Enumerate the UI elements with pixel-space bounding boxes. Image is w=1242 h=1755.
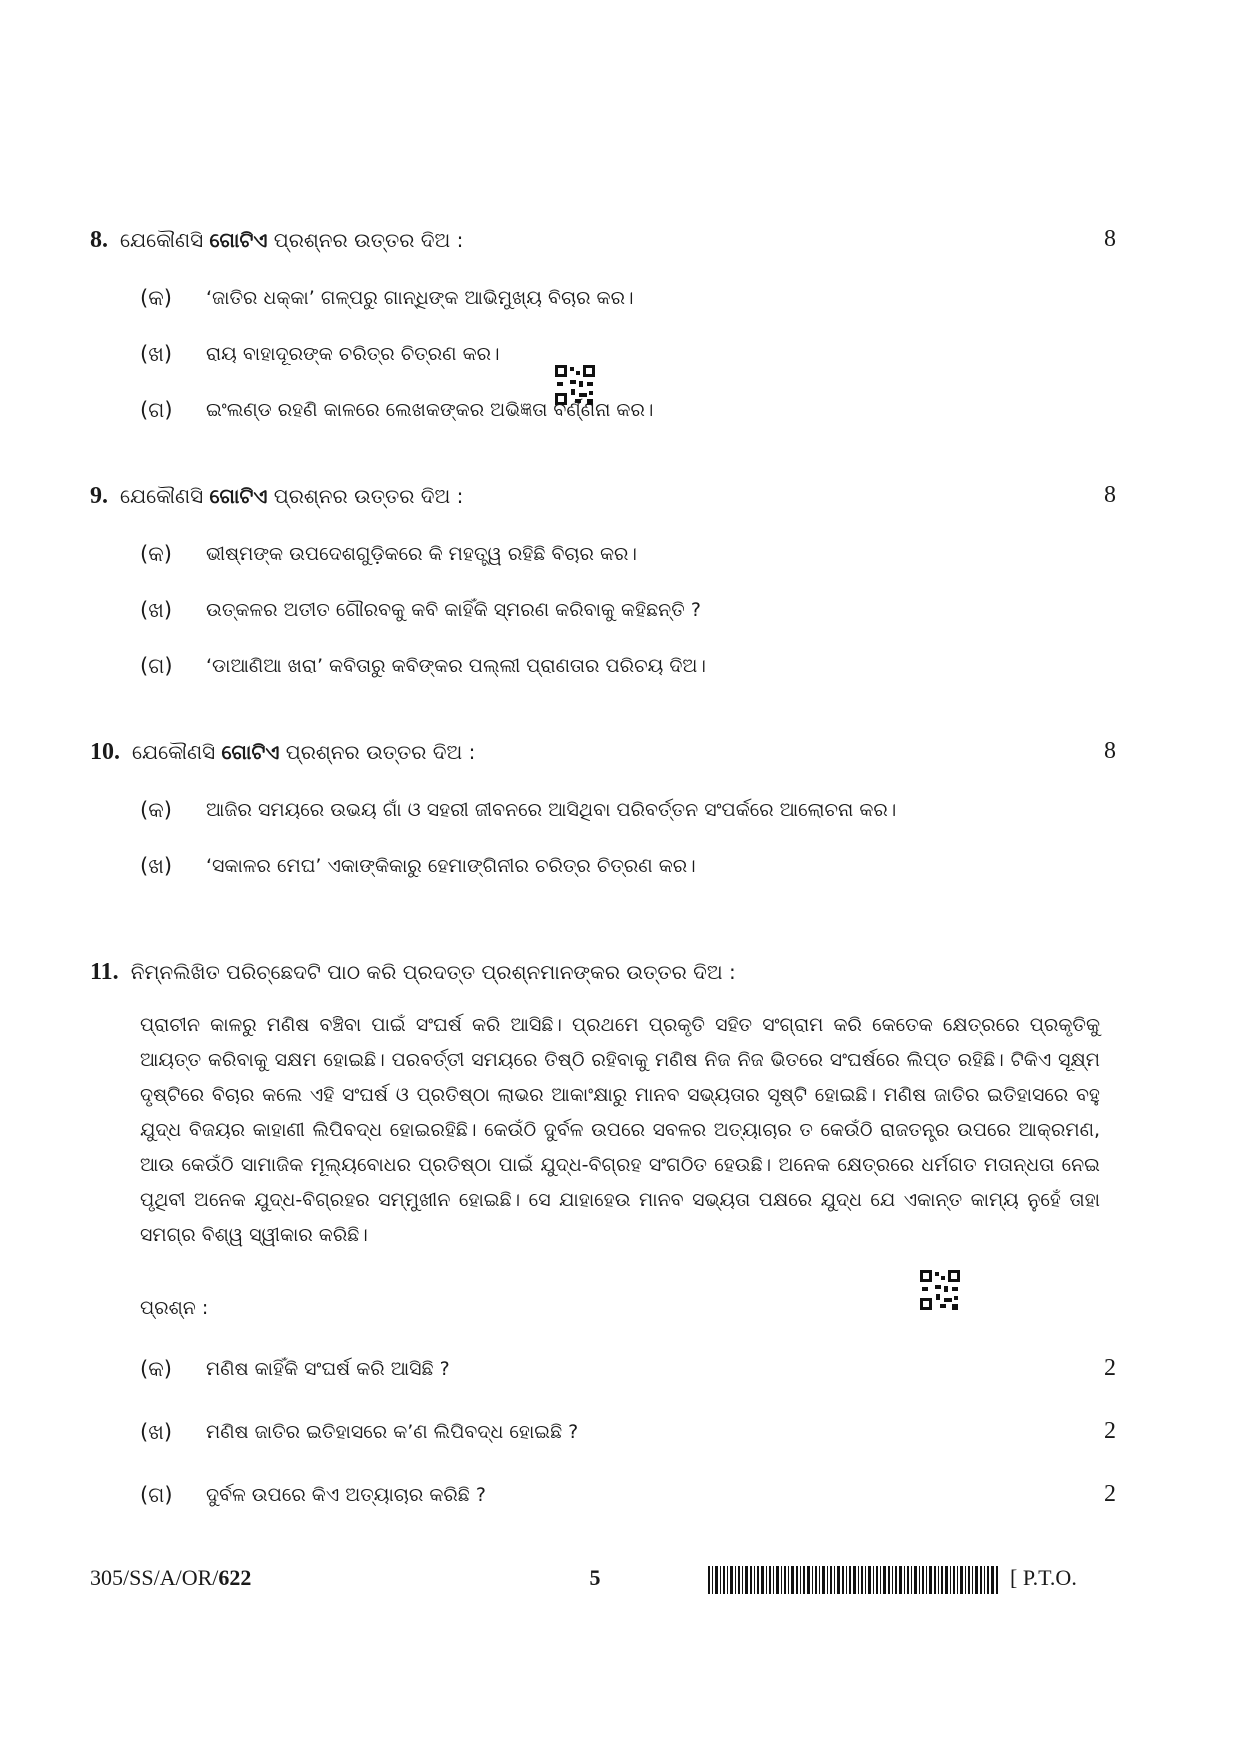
question-8-header: [90, 222, 463, 258]
sub-question: (ଗ) ଦୁର୍ବଳ ଉପରେ କିଏ ଅତ୍ୟାଚାର କରିଛି ?: [140, 1482, 486, 1507]
sub-question: (ଖ) ମଣିଷ ଜାତିର ଇତିହାସରେ କ’ଣ ଲିପିବଦ୍ଧ ହୋଇଛି ?: [140, 1419, 579, 1444]
sub-question: (ଗ) ଇଂଲଣ୍ଡ ରହଣି କାଳରେ ଲେଖକଙ୍କର ଅଭିଜ୍ଞତା ବର୍ଣ୍ଣନା କର।: [140, 397, 654, 422]
qr-code-icon: [920, 1270, 960, 1310]
question-instruction: ନିମ୍ନଲିଖିତ ପରିଚ୍ଛେଦଟି ପାଠ କରି ପ୍ରଦତ୍ତ ପ୍ରଶ୍ନମାନଙ୍କର ଉତ୍ତର ଦିଅ :: [130, 960, 736, 984]
question-number: 8.: [90, 226, 108, 253]
question-number: 10.: [90, 738, 120, 765]
page-number: 5: [589, 1565, 601, 1590]
barcode-icon: [708, 1566, 998, 1594]
question-10-header: [90, 734, 475, 770]
questions-label: ପ୍ରଶ୍ନ :: [140, 1297, 209, 1319]
question-instruction: ଯେକୌଣସି ଗୋଟିଏ ପ୍ରଶ୍ନର ଉତ୍ତର ଦିଅ :: [120, 228, 464, 252]
question-instruction: ଯେକୌଣସି ଗୋଟିଏ ପ୍ରଶ୍ନର ଉତ୍ତର ଦିଅ :: [132, 740, 476, 764]
pto-label: [ P.T.O.: [1010, 1565, 1077, 1590]
sub-question-marks: 2: [1104, 1418, 1116, 1444]
sub-question: (କ) ଭୀଷ୍ମଙ୍କ ଉପଦେଶଗୁଡ଼ିକରେ କି ମହତ୍ତ୍ୱ ରହିଛି ବିଚାର କର।: [140, 541, 637, 566]
comprehension-passage: ପ୍ରାଚୀନ କାଳରୁ ମଣିଷ ବଞ୍ଚିବା ପାଇଁ ସଂଘର୍ଷ କରି ଆସିଛି। ପ୍ରଥମେ ପ୍ରକୃତି ସହିତ ସଂଗ୍ରାମ କରି କେତେକ କ୍ଷେତ୍ରରେ ପ୍ରକୃତିକୁ ଆୟତ୍ତ କରିବାକୁ ସକ୍ଷମ ହୋଇଛି। ପରବର୍ତ୍ତୀ ସମୟରେ ତିଷ୍ଠି ରହିବାକୁ ମଣିଷ ନିଜ ନିଜ ଭିତରେ ସଂଘର୍ଷରେ ଲିପ୍ତ ରହିଛି। ଟିକିଏ ସୂକ୍ଷ୍ମ ଦୃଷ୍ଟିରେ ବିଚାର କଲେ ଏହି ସଂଘର୍ଷ ଓ ପ୍ରତିଷ୍ଠା ଲାଭର ଆକାଂକ୍ଷାରୁ ମାନବ ସଭ୍ୟତାର ସୃଷ୍ଟି ହୋଇଛି। ମଣିଷ ଜାତିର ଇତିହାସରେ ବହୁ ଯୁଦ୍ଧ ବିଜୟର କାହାଣୀ ଲିପିବଦ୍ଧ ହୋଇରହିଛି। କେଉଁଠି ଦୁର୍ବଳ ଉପରେ ସବଳର ଅତ୍ୟାଚାର ତ କେଉଁଠି ରାଜତନ୍ତ୍ର ଉପରେ ଆକ୍ରମଣ, ଆଉ କେଉଁଠି ସାମାଜିକ ମୂଲ୍ୟବୋଧର ପ୍ରତିଷ୍ଠା ପାଇଁ ଯୁଦ୍ଧ-ବିଗ୍ରହ ସଂଗଠିତ ହେଉଛି। ଅନେକ କ୍ଷେତ୍ରରେ ଧର୍ମଗତ ମତାନ୍ଧତା ନେଇ ପୃଥିବୀ ଅନେକ ଯୁଦ୍ଧ-ବିଗ୍ରହର ସମ୍ମୁଖୀନ ହୋଇଛି। ସେ ଯାହାହେଉ ମାନବ ସଭ୍ୟତା ପକ୍ଷରେ ଯୁଦ୍ଧ ଯେ ଏକାନ୍ତ କାମ୍ୟ ନୁହେଁ ତାହା ସମଗ୍ର ବିଶ୍ୱ ସ୍ୱୀକାର କରିଛି।: [140, 1014, 1100, 1246]
question-number: 11.: [90, 958, 119, 985]
sub-question: (କ) ‘ଜାତିର ଧକ୍କା’ ଗଳ୍ପରୁ ଗାନ୍ଧିଙ୍କ ଆଭିମୁଖ୍ୟ ବିଚାର କର।: [140, 285, 634, 310]
paper-code: 305/SS/A/OR/622: [90, 1565, 252, 1590]
sub-question: (ଖ) ରାୟ ବାହାଦୂରଙ୍କ ଚରିତ୍ର ଚିତ୍ରଣ କର।: [140, 341, 500, 366]
sub-question: (ଗ) ‘ଡାଆଣିଆ ଖରା’ କବିତାରୁ କବିଙ୍କର ପଲ୍ଲୀ ପ୍ରାଣତାର ପରିଚୟ ଦିଅ।: [140, 653, 706, 678]
question-number: 9.: [90, 482, 108, 509]
question-8-marks: 8: [1104, 226, 1116, 252]
sub-question-marks: 2: [1104, 1355, 1116, 1381]
sub-question: (କ) ମଣିଷ କାହିଁକି ସଂଘର୍ଷ କରି ଆସିଛି ?: [140, 1356, 450, 1381]
question-instruction: ଯେକୌଣସି ଗୋଟିଏ ପ୍ରଶ୍ନର ଉତ୍ତର ଦିଅ :: [120, 484, 464, 508]
sub-question-marks: 2: [1104, 1481, 1116, 1507]
sub-question: (ଖ) ଉତ୍କଳର ଅତୀତ ଗୌରବକୁ କବି କାହିଁକି ସ୍ମରଣ କରିବାକୁ କହିଛନ୍ତି ?: [140, 597, 701, 622]
question-9-header: [90, 478, 463, 514]
sub-question: (ଖ) ‘ସକାଳର ମେଘ’ ଏକାଙ୍କିକାରୁ ହେମାଙ୍ଗିନୀର ଚରିତ୍ର ଚିତ୍ରଣ କର।: [140, 853, 696, 878]
sub-question: (କ) ଆଜିର ସମୟରେ ଉଭୟ ଗାଁ ଓ ସହରୀ ଜୀବନରେ ଆସିଥିବା ପରିବର୍ତ୍ତନ ସଂପର୍କରେ ଆଲୋଚନା କର।: [140, 797, 897, 822]
question-9-marks: 8: [1104, 482, 1116, 508]
question-10-marks: 8: [1104, 738, 1116, 764]
question-11-header: [90, 954, 736, 990]
